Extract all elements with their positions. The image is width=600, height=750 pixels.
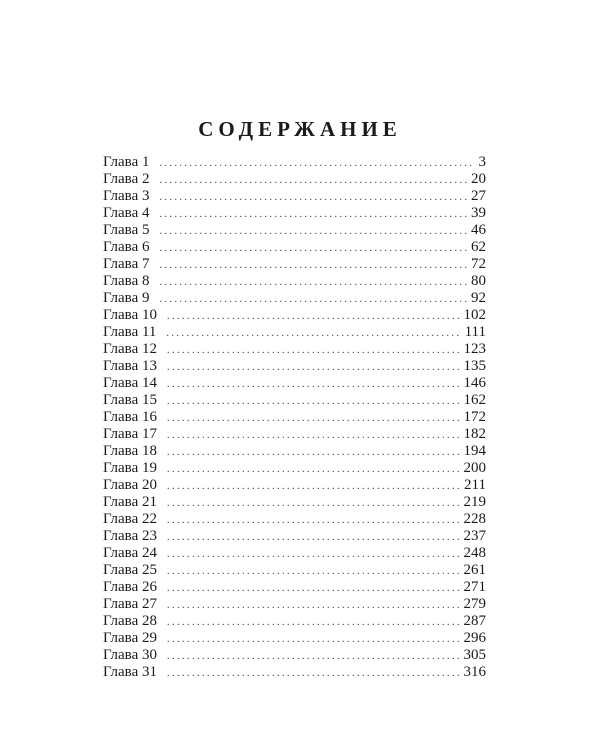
toc-entry-label: Глава 17	[103, 426, 157, 442]
toc-entry-label: Глава 23	[103, 528, 157, 544]
toc-entry-label: Глава 3	[103, 188, 150, 204]
toc-entry[interactable]	[103, 647, 486, 664]
toc-dot-leader	[167, 410, 460, 427]
toc-entry[interactable]	[103, 154, 486, 171]
toc-dot-leader	[167, 393, 460, 410]
toc-dot-leader	[159, 189, 467, 206]
toc-dot-leader	[167, 478, 460, 495]
toc-entry[interactable]	[103, 545, 486, 562]
toc-entry-label: Глава 24	[103, 545, 157, 561]
toc-entry[interactable]	[103, 222, 486, 239]
toc-entry-label: Глава 29	[103, 630, 157, 646]
toc-entry-page-number: 20	[471, 171, 486, 187]
toc-entry-page-number: 123	[463, 341, 486, 357]
toc-entry-page-number: 102	[463, 307, 486, 323]
toc-dot-leader	[159, 291, 467, 308]
toc-entry-label: Глава 25	[103, 562, 157, 578]
toc-dot-leader	[167, 665, 460, 682]
toc-entry-page-number: 287	[463, 613, 486, 629]
toc-dot-leader	[167, 580, 460, 597]
toc-entry-label: Глава 2	[103, 171, 150, 187]
toc-entry-page-number: 27	[471, 188, 486, 204]
toc-entry[interactable]	[103, 256, 486, 273]
toc-entry-page-number: 305	[463, 647, 486, 663]
toc-entry-page-number: 172	[463, 409, 486, 425]
toc-entry-page-number: 162	[463, 392, 486, 408]
toc-entry-page-number: 316	[463, 664, 486, 680]
toc-entry-label: Глава 22	[103, 511, 157, 527]
toc-entry[interactable]	[103, 426, 486, 443]
toc-entry-page-number: 135	[463, 358, 486, 374]
toc-dot-leader	[167, 546, 460, 563]
toc-entry-label: Глава 5	[103, 222, 150, 238]
toc-dot-leader	[167, 495, 460, 512]
toc-entry[interactable]	[103, 290, 486, 307]
toc-title: СОДЕРЖАНИЕ	[198, 117, 402, 141]
toc-entry-page-number: 228	[463, 511, 486, 527]
toc-entry-label: Глава 11	[103, 324, 157, 340]
toc-entry[interactable]	[103, 375, 486, 392]
toc-entry-page-number: 46	[471, 222, 486, 238]
toc-dot-leader	[167, 512, 460, 529]
toc-entry-page-number: 3	[478, 154, 486, 170]
toc-entry-label: Глава 9	[103, 290, 150, 306]
toc-list	[103, 154, 486, 681]
toc-entry-label: Глава 16	[103, 409, 157, 425]
toc-entry-page-number: 200	[463, 460, 486, 476]
toc-entry[interactable]	[103, 511, 486, 528]
toc-entry-page-number: 296	[463, 630, 486, 646]
toc-dot-leader	[159, 274, 467, 291]
toc-entry-label: Глава 21	[103, 494, 157, 510]
toc-entry-label: Глава 15	[103, 392, 157, 408]
toc-entry[interactable]	[103, 494, 486, 511]
toc-entry-label: Глава 28	[103, 613, 157, 629]
toc-entry[interactable]	[103, 273, 486, 290]
toc-entry[interactable]	[103, 443, 486, 460]
toc-entry-page-number: 211	[464, 477, 486, 493]
toc-entry[interactable]	[103, 239, 486, 256]
toc-entry[interactable]	[103, 324, 486, 341]
toc-entry-page-number: 80	[471, 273, 486, 289]
toc-entry-label: Глава 8	[103, 273, 150, 289]
toc-dot-leader	[159, 240, 467, 257]
toc-entry-page-number: 182	[463, 426, 486, 442]
toc-dot-leader	[167, 376, 460, 393]
toc-entry-label: Глава 12	[103, 341, 157, 357]
toc-entry-label: Глава 18	[103, 443, 157, 459]
toc-entry-page-number: 92	[471, 290, 486, 306]
toc-dot-leader	[167, 563, 460, 580]
toc-entry[interactable]	[103, 409, 486, 426]
toc-entry[interactable]	[103, 630, 486, 647]
toc-entry-page-number: 271	[463, 579, 486, 595]
toc-entry-label: Глава 26	[103, 579, 157, 595]
toc-entry-label: Глава 30	[103, 647, 157, 663]
toc-entry[interactable]	[103, 307, 486, 324]
toc-entry-label: Глава 1	[103, 154, 150, 170]
toc-entry-label: Глава 19	[103, 460, 157, 476]
toc-entry-page-number: 72	[471, 256, 486, 272]
toc-entry-label: Глава 10	[103, 307, 157, 323]
toc-entry[interactable]	[103, 528, 486, 545]
toc-entry[interactable]	[103, 562, 486, 579]
toc-entry[interactable]	[103, 664, 486, 681]
toc-dot-leader	[167, 342, 460, 359]
toc-entry[interactable]	[103, 358, 486, 375]
toc-dot-leader	[167, 597, 460, 614]
toc-entry[interactable]	[103, 188, 486, 205]
toc-entry-page-number: 261	[463, 562, 486, 578]
toc-entry-label: Глава 27	[103, 596, 157, 612]
toc-dot-leader	[167, 648, 460, 665]
toc-dot-leader	[159, 155, 474, 172]
toc-dot-leader	[159, 257, 467, 274]
toc-dot-leader	[167, 427, 460, 444]
toc-entry[interactable]	[103, 477, 486, 494]
toc-entry-label: Глава 7	[103, 256, 150, 272]
toc-entry[interactable]	[103, 205, 486, 222]
toc-dot-leader	[167, 308, 460, 325]
toc-entry[interactable]	[103, 596, 486, 613]
toc-entry-label: Глава 31	[103, 664, 157, 680]
toc-entry[interactable]	[103, 460, 486, 477]
toc-entry-page-number: 111	[464, 324, 486, 340]
toc-entry-page-number: 279	[463, 596, 486, 612]
toc-dot-leader	[167, 529, 460, 546]
toc-dot-leader	[166, 325, 460, 342]
toc-entry[interactable]	[103, 392, 486, 409]
toc-dot-leader	[167, 359, 460, 376]
toc-entry-page-number: 39	[471, 205, 486, 221]
toc-entry-label: Глава 4	[103, 205, 150, 221]
toc-entry-label: Глава 13	[103, 358, 157, 374]
toc-dot-leader	[167, 614, 460, 631]
toc-dot-leader	[167, 631, 460, 648]
toc-entry-page-number: 194	[463, 443, 486, 459]
toc-entry-page-number: 146	[463, 375, 486, 391]
toc-entry[interactable]	[103, 579, 486, 596]
toc-entry[interactable]	[103, 613, 486, 630]
toc-entry-page-number: 62	[471, 239, 486, 255]
toc-entry-label: Глава 6	[103, 239, 150, 255]
toc-entry-label: Глава 20	[103, 477, 157, 493]
toc-dot-leader	[159, 223, 467, 240]
toc-entry-page-number: 219	[463, 494, 486, 510]
toc-dot-leader	[167, 444, 460, 461]
toc-entry[interactable]	[103, 341, 486, 358]
toc-entry[interactable]	[103, 171, 486, 188]
toc-entry-page-number: 237	[463, 528, 486, 544]
toc-entry-label: Глава 14	[103, 375, 157, 391]
toc-entry-page-number: 248	[463, 545, 486, 561]
toc-dot-leader	[159, 172, 467, 189]
toc-dot-leader	[159, 206, 467, 223]
toc-dot-leader	[167, 461, 460, 478]
